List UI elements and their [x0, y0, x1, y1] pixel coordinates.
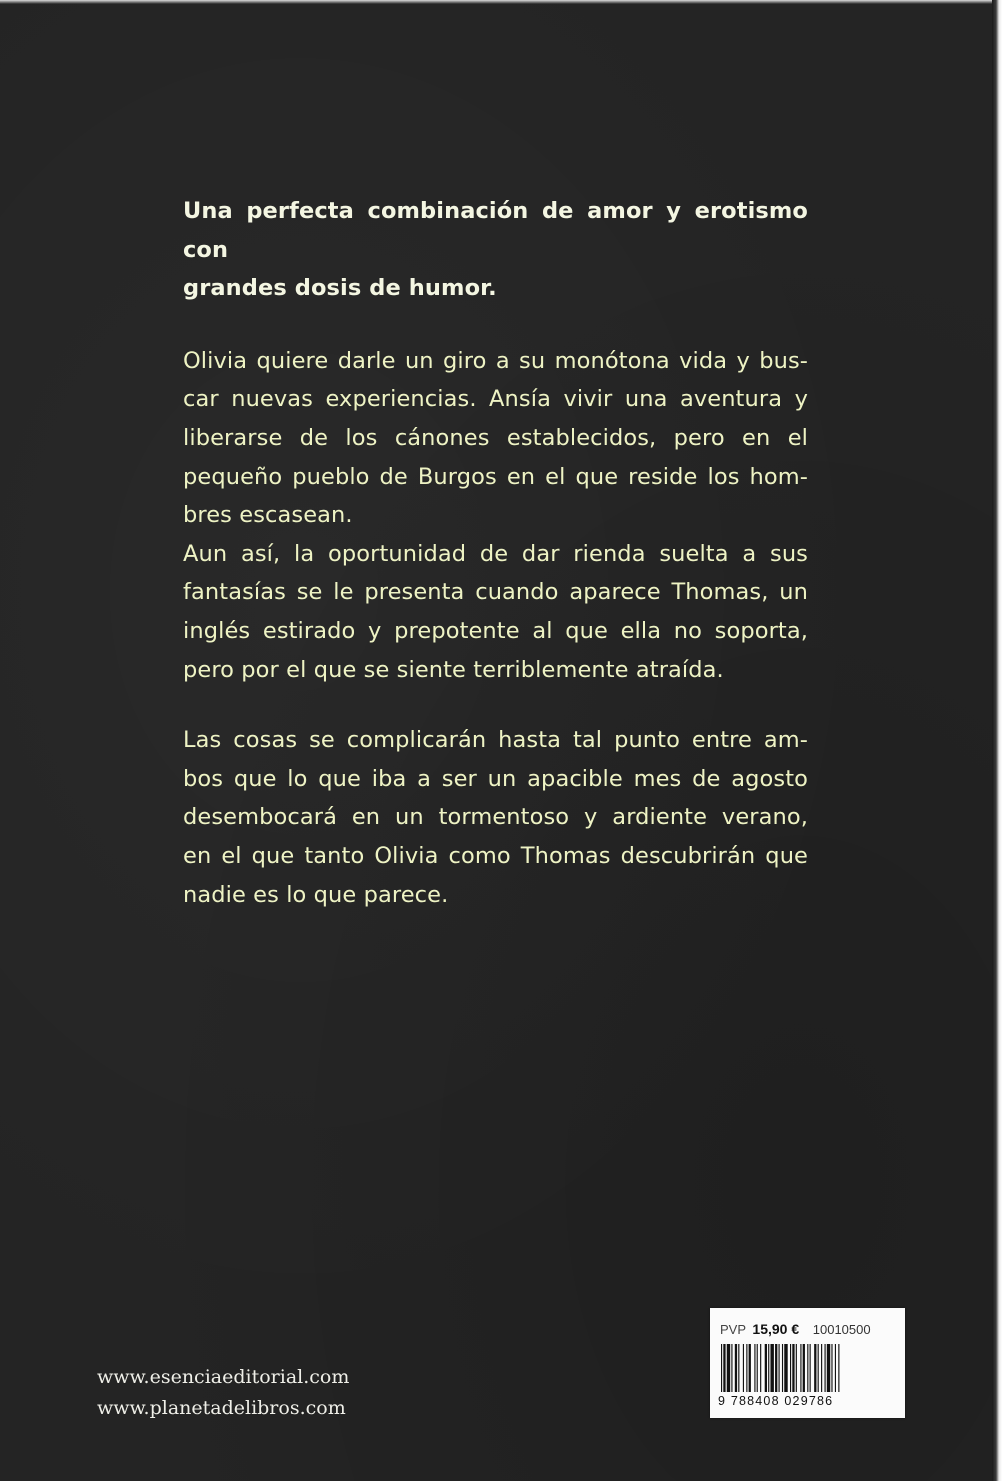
cover-right-edge	[992, 0, 1002, 1481]
paragraph-line: desembocará en un tormentoso y ardiente verano,	[183, 804, 808, 831]
isbn-digits: 9 788408 029786	[718, 1394, 834, 1408]
paragraph-line: bos que lo que iba a ser un apacible mes de agosto	[183, 765, 808, 792]
barcode-icon	[719, 1344, 895, 1392]
paragraph-line: en el que tanto Olivia como Thomas descubrirán que	[183, 842, 808, 869]
paragraph-line: Las cosas se complicarán hasta tal punto entre am-	[183, 727, 808, 754]
paragraph-line: car nuevas experiencias. Ansía vivir una aventura y	[183, 386, 808, 413]
blurb-text	[183, 192, 808, 914]
paragraph-line: inglés estirado y prepotente al que ella no soporta,	[183, 617, 808, 644]
website-link-planeta[interactable]: www.planetadelibros.com	[97, 1397, 346, 1419]
product-code: 10010500	[812, 1322, 871, 1337]
paragraph-line: fantasías se le presenta cuando aparece Thomas, un	[183, 579, 808, 606]
paragraph-line: pero por el que se siente terriblemente atraída.	[183, 656, 724, 683]
tagline-line: Una perfecta combinación de amor y erotismo con	[183, 198, 808, 263]
paragraph-line: Aun así, la oportunidad de dar rienda suelta a sus	[183, 540, 808, 567]
paragraph-line: pequeño pueblo de Burgos en el que reside los hom-	[183, 463, 808, 490]
cover-top-edge	[0, 0, 1002, 4]
price-barcode-sticker	[710, 1308, 905, 1418]
website-link-esencia[interactable]: www.esenciaeditorial.com	[97, 1366, 350, 1388]
paragraph-line: nadie es lo que parece.	[183, 881, 449, 908]
paragraph-line: liberarse de los cánones establecidos, pero en el	[183, 424, 808, 451]
pvp-label: PVP	[720, 1322, 746, 1337]
price-value: 15,90 €	[752, 1321, 800, 1337]
paragraph-line: bres escasean.	[183, 502, 353, 529]
price-row	[720, 1321, 871, 1337]
paragraph-line: Olivia quiere darle un giro a su monótona vida y bus-	[183, 347, 808, 374]
tagline-line: grandes dosis de humor.	[183, 275, 497, 302]
publisher-websites	[97, 1362, 349, 1424]
